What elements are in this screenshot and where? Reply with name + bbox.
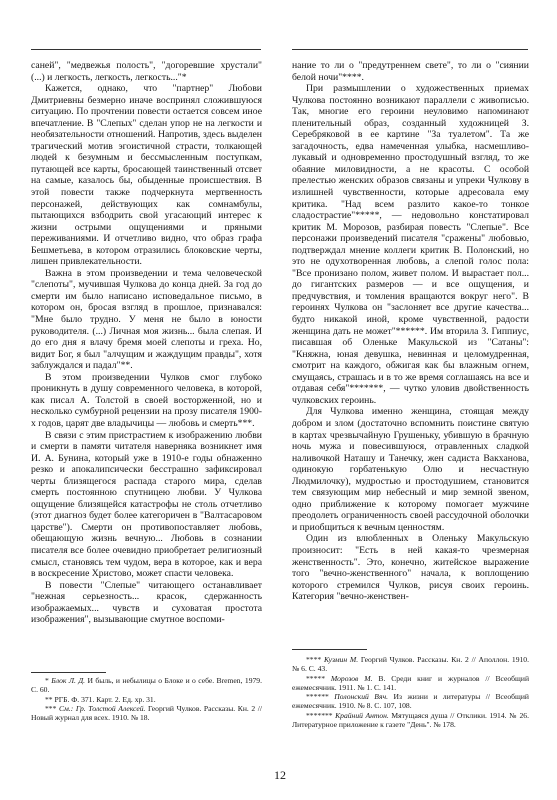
footnote-mark: ** bbox=[45, 694, 55, 704]
footnote-mark: * bbox=[45, 676, 52, 685]
page-number: 12 bbox=[274, 768, 286, 782]
footnote-author: Кузмин М. bbox=[323, 655, 359, 664]
footnote-text: И быль, и небылицы о Блоке и о себе. Bremen, 1979. С. 60. bbox=[31, 676, 262, 695]
left-column bbox=[31, 60, 262, 626]
footnote-author: Полонский Вяч. bbox=[334, 692, 389, 702]
footnote bbox=[31, 704, 262, 722]
footnote bbox=[292, 692, 529, 710]
footnote bbox=[31, 695, 262, 704]
footnote bbox=[292, 711, 529, 729]
footnote-rule-right bbox=[292, 649, 367, 650]
top-rule-right bbox=[292, 49, 528, 50]
footnotes-left bbox=[31, 676, 262, 723]
paragraph: нание то ли о "предутреннем свете", то ли о "сиянии белой ночи"****. bbox=[292, 60, 529, 83]
footnotes-right bbox=[292, 655, 529, 729]
footnote-text: Из жизни и литературы // Всеобщий ежемесячник. 1910. № 8. С. 107, 108. bbox=[292, 692, 529, 711]
paragraph: В связи с этим пристрастием к изображению любви и смерти в памяти читателя наверняка возникнет имя И. А. Бунина, который уже в 1910-е годы обнаженно резко и апокалипсически бесстрашно зафиксировал черты близящегося распада старого мира, сделав смерть постоянною спутницею любви. У Чулкова ощущение близящейся катастрофы не столь отчетливо (этот диагноз будет более категоричен в "Валтасаровом царстве"). Смерти он противопоставляет любовь, обещающую жизнь вечную... Любовь в сознании писателя все более очевидно приобретает религиозный смысл, становясь тем чудом, вера в которое, как и вера в воскресение Христово, может спасти человека. bbox=[31, 429, 262, 580]
footnote-mark: **** bbox=[306, 655, 324, 664]
footnote bbox=[292, 674, 529, 692]
footnote-author: Морозов М. bbox=[330, 673, 373, 683]
footnote-text: Мятущаяся душа // Отклики. 1914. № 26. Литературное приложение к газете "День". № 178. bbox=[292, 710, 529, 729]
footnote-mark: ***** bbox=[306, 673, 331, 683]
footnote bbox=[31, 676, 262, 694]
top-rule-left bbox=[31, 49, 261, 50]
footnote-text: В. Среди книг и журналов // Всеобщий ежемесячник. 1911. № 1. С. 141. bbox=[292, 673, 530, 692]
footnote-rule-left bbox=[31, 672, 106, 673]
paragraph: саней", "медвежья полость", "догоревшие хрустали" (...) и легкость, легкость, легкость..."* bbox=[31, 60, 262, 83]
footnote-author: Крайний Антон. bbox=[335, 710, 389, 720]
paragraph: Для Чулкова именно женщина, стоящая между добром и злом (достаточно вспомнить поистине святую в картах чрезвычайную Грушеньку, убившую в брачную ночь мужа и повесившуюся, отравленных сладкой наливочкой Наташу и Танечку, жен садиста Вакханова, одинокую горбатенькую Олю и несчастную Людмилочку), мудростью и простодушием, становится тем связующим мир небесный и мир земной звеном, одно приближение к которому помогает мужчине преодолеть ограниченность своей рассудочной оболочки и приобщиться к вечным ценностям. bbox=[292, 406, 529, 533]
footnote-mark: *** bbox=[45, 704, 59, 714]
paragraph: Кажется, однако, что "партнер" Любови Дмитриевны безмерно иначе воспринял сложившуюся ситуацию. По прочтении повести остается совсем иное впечатление. В "Слепых" сделан упор не на легкости и необязательности отношений. Напротив, здесь выделен трагический мотив эгоистичной страсти, толкающей людей к безумным и бессмысленным поступкам, путающей все карты, бросающей таинственный отсвет на самые, казалось бы, обыденные происшествия. В этой повести также подчеркнута мертвенность персонажей, действующих как сомнамбулы, пытающихся взбодрить свой угасающий интерес к жизни острыми ощущениями и пряными переживаниями. И отчетливо видно, что образ графа Бешметьева, в котором отразились блоковские черты, лишен привлекательности. bbox=[31, 83, 262, 268]
footnote-text: РГБ. Ф. 371. Карт. 2. Ед. хр. 31. bbox=[54, 694, 156, 704]
footnote-author: Блок Л. Д. bbox=[51, 676, 86, 685]
paragraph: В этом произведении Чулков смог глубоко проникнуть в душу современного человека, в которой, как писал А. Толстой в своей восторженной, но и несколько сумбурной рецензии на прозу писателя 1900-х годов, царят две владычицы — любовь и смерть***. bbox=[31, 371, 262, 429]
paragraph: При размышлении о художественных приемах Чулкова постоянно возникают параллели с живописью. Так, многие его героини неуловимо напоминают пленительный образ, созданный художницей З. Серебряковой в ее картине "За туалетом". Та же загадочность, едва намеченная улыбка, насмешливо-лукавый и одновременно простодушный взгляд, то же обаяние миловидности, а не красоты. С особой прелестью женских образов связаны и упреки Чулкову в излишней чувственности, которые адресовала ему критика. "Над всем разлито какое-то тонкое сладострастие"*****, — недовольно констатировал критик М. Морозов, разбирая повесть "Слепые". Все персонажи произведений писателя "сражены" любовью, подтверждал мнение коллеги критик В. Полонский, но это не одухотворенная любовь, а слепой голос пола: "Все пронизано полом, живет полом. И вырастает пол... до гигантских размеров — и все ощущения, и предчувствия, и томления вращаются вокруг него". В героинях Чулкова он "заслоняет все другие качества... будто никакой иной, кроме чувственной, радости женщина дать не может"******. Им вторила З. Гиппиус, писавшая об Оленьке Макульской из "Сатаны": "Княжна, юная девушка, невинная и целомудренная, смотрит на каждого, обжигая как бы влажным огнем, смущаясь, страшась и в то же время соглашаясь на все и отдавая себя"*******, — чутко уловив двойственность чулковских героинь. bbox=[292, 83, 529, 406]
footnote-author: См.: Гр. Толстой Алексей. bbox=[58, 704, 146, 714]
footnote-mark: ****** bbox=[306, 692, 335, 702]
right-column bbox=[292, 60, 529, 603]
paragraph: Один из влюбленных в Оленьку Макульскую произносит: "Есть в ней какая-то чрезмерная женственность". Это, конечно, житейское выражение того "вечно-женственного" начала, к воплощению которого стремился Чулков, рисуя своих героинь. Категория "вечно-женствен- bbox=[292, 533, 529, 603]
footnote bbox=[292, 655, 529, 673]
footnote-mark: ******* bbox=[306, 710, 336, 720]
paragraph: Важна в этом произведении и тема человеческой "слепоты", мучившая Чулкова до конца дней. За год до смерти им было написано исповедальное письмо, в котором он, бросая взгляд в прошлое, признавался: "Мне было трудно. У меня не было в юности руководителя. (...) Личная моя жизнь... была слепая. И до его дня я влачу бремя моей слепоты и греха. Но, видит Бог, я был "алчущим и жаждущим правды", хотя заблуждался и падал"**. bbox=[31, 267, 262, 372]
paragraph: В повести "Слепые" читающего останавливает "нежная серьезность... красок, сдержанность изображаемых... чувств и суховатая простота изображения", вызывающие смутное воспоми- bbox=[31, 579, 262, 626]
footnote-text: Георгий Чулков. Рассказы. Кн. 2 // Аполлон. 1910. № 6. С. 43. bbox=[292, 655, 529, 674]
footnote-text: Георгий Чулков. Рассказы. Кн. 2 // Новый журнал для всех. 1910. № 18. bbox=[31, 704, 262, 723]
